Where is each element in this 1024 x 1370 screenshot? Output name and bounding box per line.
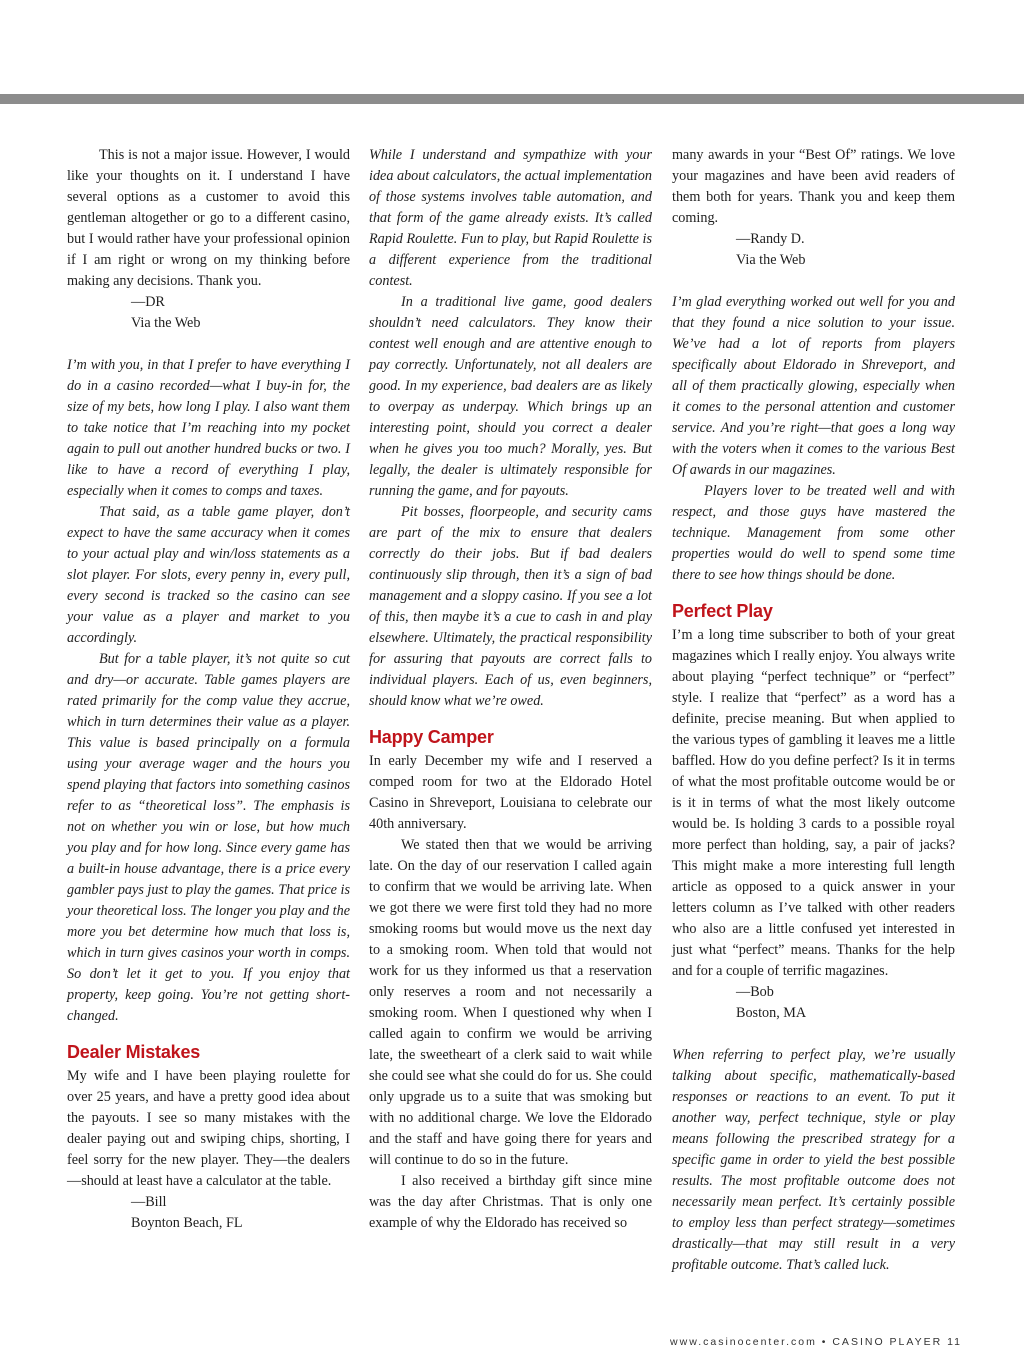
letter-paragraph: We stated then that we would be arriving late. On the day of our reservation I called again to confirm that we would be arriving late. When we got there we were first told they had no more smoking rooms but would move us the next day to a smoking room. When told that would not work for us they informed us that a reservation only reserves a room and not necessarily a smoking room. When I questioned why when I called again to confirm we would be arriving late, the sweetheart of a clerk said to wait while she could see what she could do for us. She could only upgrade us to a suite that was smoking but with no additional charge. We love the Eldorado and the staff and have going there for years and will continue to do so in the future. (369, 837, 652, 1168)
letter-paragraph: many awards in your “Best Of” ratings. We love your magazines and have been avid readers of them both for years. Thank you and keep them coming. (672, 147, 955, 226)
letter-paragraph: This is not a major issue. However, I would like your thoughts on it. I understand I have several options as a customer to avoid this gentleman altogether or go to a different casino, but I would rather have your professional opinion if I am right or wrong on my thinking before making any decisions. Thank you. (67, 147, 350, 289)
section-heading-happy-camper: Happy Camper (369, 727, 494, 747)
signature-location: Via the Web (131, 315, 201, 331)
reply-paragraph: I’m glad everything worked out well for you and that they found a nice solution to your issue. We’ve had a lot of reports from players specifically about Eldorado in Shreveport, and all of them practically glowing, especially when it comes to the personal attention and customer service. And you’re right—that goes a long way with the voters when it comes to the various Best Of awards in our magazines. (672, 294, 955, 478)
signature-name: —Bill (131, 1194, 167, 1210)
signature-name: —DR (131, 294, 165, 310)
column-3 (672, 145, 955, 1276)
signature-location: Boynton Beach, FL (131, 1215, 243, 1231)
reply-paragraph: That said, as a table game player, don’t expect to have the same accuracy when it comes to your actual play and win/loss statements as a slot player. For slots, every penny in, every pull, every second is tracked so the casino can see your value as a player and market to you accordingly. (67, 504, 350, 646)
section-heading-dealer-mistakes: Dealer Mistakes (67, 1042, 201, 1062)
letter-paragraph: I’m a long time subscriber to both of your great magazines which I really enjoy. You always write about playing “perfect technique” or “perfect” style. I realize that “perfect” as a word has a definite, precise meaning. But when applied to the various types of gambling it leaves me a little baffled. How do you define perfect? Is it in terms of what the most profitable outcome would be or is it in terms of what the most likely outcome would be. Is holding 3 cards to a possible royal more perfect than holding, say, a pair of jacks? This might make a more interesting full length article as opposed to a quick answer in your letters column as I’ve talked with other readers who also are a little confused yet interested in just what “perfect” means. Thanks for the help and for a couple of terrific magazines. (672, 627, 955, 979)
letter-paragraph: I also received a birthday gift since mine was the day after Christmas. That is only one example of why the Eldorado has received so (369, 1173, 652, 1231)
letter-paragraph: In early December my wife and I reserved a comped room for two at the Eldorado Hotel Casino in Shreveport, Louisiana to celebrate our 40th anniversary. (369, 753, 652, 832)
signature-name: —Randy D. (736, 231, 805, 247)
letter-paragraph: My wife and I have been playing roulette for over 25 years, and have a pretty good idea about the payouts. I see so many mistakes with the dealer paying out and swiping chips, shorting, I feel sorry for the new player. They—the dealers—should at least have a calculator at the table. (67, 1068, 350, 1189)
signature-location: Via the Web (736, 252, 806, 268)
reply-paragraph: When referring to perfect play, we’re usually talking about specific, mathematically-based responses or reactions to an event. To put it another way, perfect technique, style or play means following the prescribed strategy for a specific game in order to yield the best possible results. The most profitable outcome does not necessarily mean perfect. It’s certainly possible to employ less than perfect strategy—sometimes drastically—that may still result in a very profitable outcome. That’s called luck. (672, 1047, 955, 1273)
column-2 (369, 145, 652, 1234)
reply-paragraph: Pit bosses, floorpeople, and security cams are part of the mix to ensure that dealers correctly do their jobs. But if bad dealers continuously slip through, then it’s a sign of bad management and a sloppy casino. If you see a lot of this, then maybe it’s a cue to cash in and play elsewhere. Ultimately, the practical responsibility for assuring that payouts are correct falls to individual players. Each of us, even beginners, should know what we’re owed. (369, 504, 652, 709)
reply-paragraph: I’m with you, in that I prefer to have everything I do in a casino recorded—what I buy-in for, the size of my bets, how long I play. I also want them to take notice that I’m reaching into my pocket again to pull out another hundred bucks or two. I like to have a record of everything I play, especially when it comes to comps and taxes. (67, 357, 350, 499)
reply-paragraph: But for a table player, it’s not quite so cut and dry—or accurate. Table games players are rated primarily for the comp value they accrue, which in turn determines their value as a player. This value is based principally on a formula using your average wager and the hours you spend playing that factors into something casinos refer to as “theoretical loss”. The emphasis is not on whether you win or lose, but how much you play and for how long. Since every game has a built-in house advantage, there is a price every gambler pays just to play the games. That price is your theoretical loss. The longer you play and the more you bet determine how much that loss is, which in turn gives casinos your worth in comps. So don’t let it get to you. If you enjoy that property, keep going. You’re not getting short-changed. (67, 651, 350, 1024)
signature-location: Boston, MA (736, 1005, 807, 1021)
reply-paragraph: In a traditional live game, good dealers shouldn’t need calculators. They know their contest well enough and are attentive enough to pay correctly. Unfortunately, not all dealers are good. In my experience, bad dealers are as likely to overpay as underpay. Which brings up an interesting point, should you correct a dealer when he gives you too much? Morally, yes. But legally, the dealer is ultimately responsible for running the game, and for payouts. (369, 294, 652, 499)
section-heading-perfect-play: Perfect Play (672, 601, 773, 621)
reply-paragraph: While I understand and sympathize with your idea about calculators, the actual implementation of those systems involves table automation, and that form of the game already exists. It’s called Rapid Roulette. Fun to play, but Rapid Roulette is a different experience from the traditional contest. (369, 147, 652, 289)
signature-name: —Bob (736, 984, 774, 1000)
column-1 (67, 145, 350, 1234)
header-rule (0, 94, 1024, 104)
reply-paragraph: Players lover to be treated well and with respect, and those guys have mastered the technique. Management from some other properties would do well to spend some time there to see how things should be done. (672, 483, 955, 583)
page-footer: www.casinocenter.com • CASINO PLAYER 11 (670, 1336, 962, 1348)
